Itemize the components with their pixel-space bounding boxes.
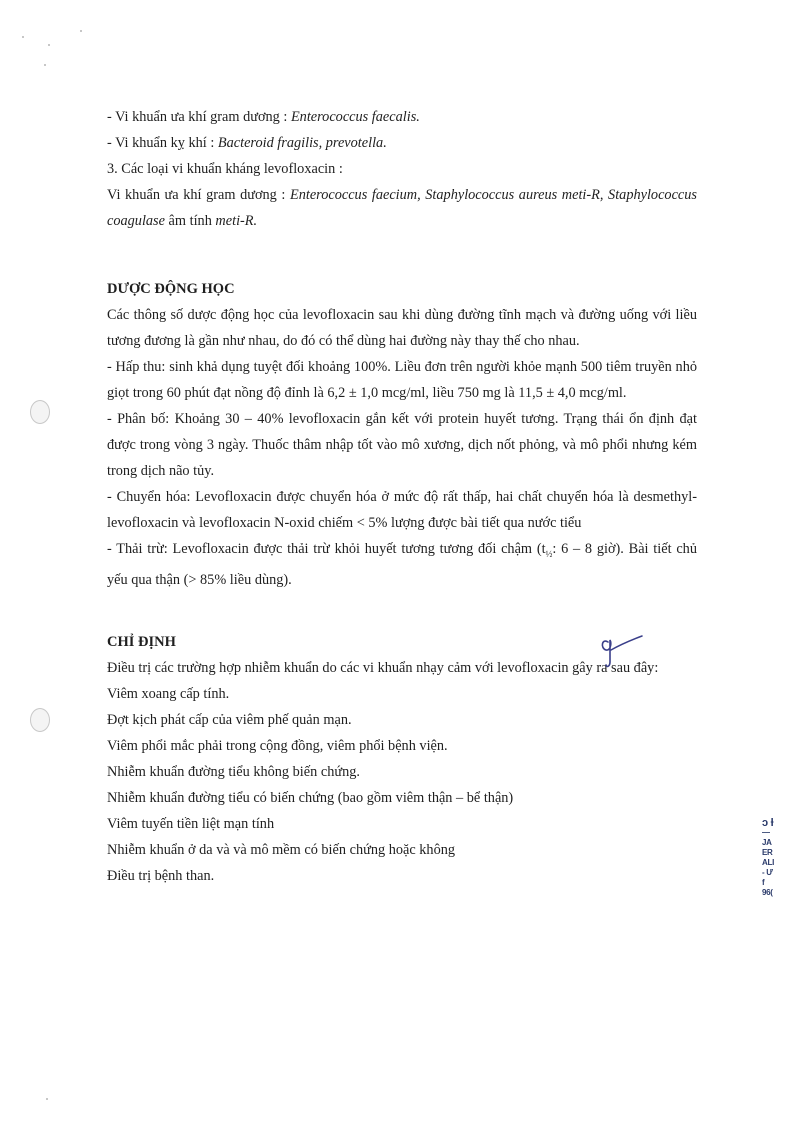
distribution-paragraph: - Phân bố: Khoảng 30 – 40% levofloxacin gắn kết với protein huyết tương. Trạng thái ổn định đạt được trong vòng 3 ngày. Thuốc thâm nhập tốt vào mô xương, dịch nốt phỏng, và mô phổi nhưng kém trong dịch não tủy. [107,411,697,479]
pharmacokinetics-heading: DƯỢC ĐỘNG HỌC [107,281,235,297]
metabolism-paragraph: - Chuyển hóa: Levofloxacin được chuyển hóa ở mức độ rất thấp, hai chất chuyển hóa là desmethyl-levofloxacin và levofloxacin N-oxid chiếm < 5% lượng được bài tiết qua nước tiểu [107,489,697,531]
indication-item: Viêm tuyến tiền liệt mạn tính [107,815,275,832]
indication-item: Điều trị bệnh than. [107,867,215,884]
absorption-paragraph: - Hấp thu: sinh khả dụng tuyệt đối khoảng 100%. Liều đơn trên người khỏe mạnh 500 tiêm truyền nhỏ giọt trong 60 phút đạt nồng độ đỉnh là 6,2 ± 1,0 mcg/ml, liều 750 mg là 11,5 ± 4,0 mcg/ml. [107,359,697,401]
indication-item: Nhiễm khuẩn đường tiểu không biến chứng. [107,763,360,780]
indication-item: Nhiễm khuẩn ở da và và mô mềm có biến chứng hoặc không [107,841,456,858]
indication-item: Viêm phổi mắc phải trong cộng đồng, viêm phổi bệnh viện. [107,737,448,754]
partial-stamp: ɔ ƚ — JA ER ALI - Ư f 96( [762,817,774,897]
scan-speck [22,36,24,38]
resistant-heading-line: 3. Các loại vi khuẩn kháng levofloxacin : [107,161,343,177]
scan-speck [46,1098,48,1100]
resistant-bacteria-paragraph: Vi khuẩn ưa khí gram dương : Enterococcus faecium, Staphylococcus aureus meti-R, Staphylococcus coagulase âm tính meti-R. [107,187,697,229]
handwritten-initial-signature [598,628,648,670]
scan-speck [48,44,50,46]
indication-item: Viêm xoang cấp tính. [107,685,230,702]
indications-heading: CHỈ ĐỊNH [107,633,176,650]
document-body [107,104,697,889]
indication-item: Nhiễm khuẩn đường tiểu có biến chứng (bao gồm viêm thận – bể thận) [107,789,514,806]
aerobic-gram-positive-line: - Vi khuẩn ưa khí gram dương : Enterococcus faecalis. [107,109,420,125]
indication-item: Đợt kịch phát cấp của viêm phế quản mạn. [107,711,352,728]
indications-intro: Điều trị các trường hợp nhiễm khuẩn do các vi khuẩn nhạy cảm với levofloxacin gây ra sau đây: [107,659,659,676]
binder-hole [30,708,50,732]
elimination-paragraph: - Thải trừ: Levofloxacin được thải trừ khỏi huyết tương tương đối chậm ($t_{\frac{1}{2}}$: 6 – 8 giờ). Bài tiết chủ yếu qua thận (> 85% liều dùng). [107,541,697,588]
binder-hole [30,400,50,424]
anaerobic-line: - Vi khuẩn kỵ khí : Bacteroid fragilis, prevotella. [107,135,387,151]
scan-speck [80,30,82,32]
scan-speck [44,64,46,66]
pharmacokinetics-intro: Các thông số dược động học của levofloxacin sau khi dùng đường tĩnh mạch và đường uống với liều tương đương là gần như nhau, do đó có thể dùng hai đường này thay thế cho nhau. [107,307,697,349]
